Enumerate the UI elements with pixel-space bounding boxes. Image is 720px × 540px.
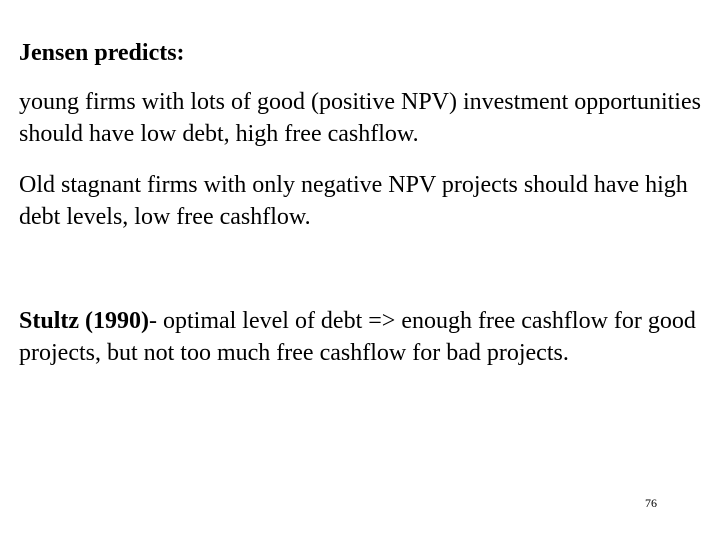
page-number: 76 xyxy=(645,496,657,510)
slide-heading: Jensen predicts: xyxy=(19,40,185,66)
stultz-text: - optimal level of debt => enough free cashflow for good projects, but not too much free cashflow for bad projects. xyxy=(19,308,696,366)
paragraph-stultz xyxy=(19,305,709,369)
paragraph-young-firms: young firms with lots of good (positive NPV) investment opportunities should have low debt, high free cashflow. xyxy=(19,89,701,147)
paragraph-old-firms: Old stagnant firms with only negative NPV projects should have high debt levels, low free cashflow. xyxy=(19,172,688,230)
stultz-citation: Stultz (1990) xyxy=(19,308,149,334)
